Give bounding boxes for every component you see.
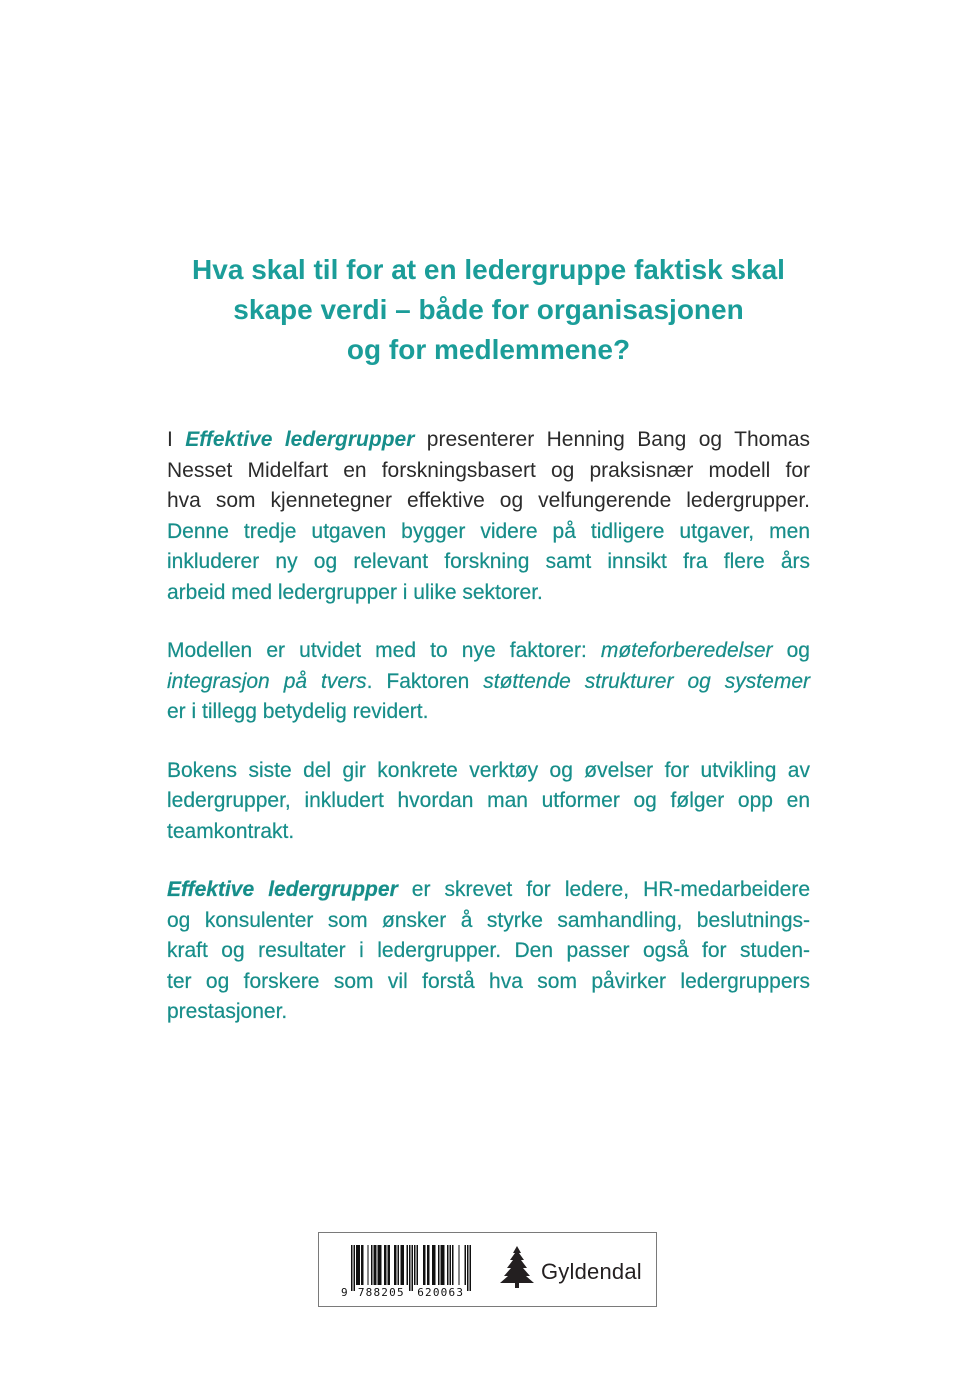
blurb-line: kraft og resultater i ledergrupper. Den passer også for studen- [167, 939, 810, 962]
blurb-paragraph-intro [167, 425, 810, 608]
barcode-bars [351, 1245, 471, 1291]
barcode-bar [432, 1245, 436, 1285]
heading-line: og for medlemmene? [346, 334, 631, 365]
barcode-bar [414, 1245, 415, 1285]
book-title-emphasis: Effektive ledergrupper [167, 878, 398, 901]
barcode-bar [447, 1245, 448, 1285]
barcode-bar [388, 1245, 391, 1285]
blurb-text: og [772, 639, 810, 662]
blurb-paragraph-audience [167, 875, 810, 1028]
blurb-text: Modellen er utvidet med to nye faktorer: [167, 639, 601, 662]
blurb-line: arbeid med ledergrupper i ulike sektorer. [167, 580, 543, 604]
barcode-guard-bar [354, 1245, 355, 1291]
barcode-bar [367, 1245, 368, 1285]
blurb-paragraph-model [167, 636, 810, 728]
barcode-bar [371, 1245, 372, 1285]
blurb-line: Nesset Midelfart en forskningsbasert og praksisnær modell for [167, 458, 810, 482]
blurb-line [167, 425, 810, 456]
blurb-line [167, 636, 810, 667]
blurb-line: ledergrupper, inkludert hvordan man utformer og følger opp en [167, 789, 810, 812]
barcode-bar [438, 1245, 439, 1285]
blurb-text: . Faktoren [366, 669, 484, 693]
blurb-line: prestasjoner. [167, 1000, 288, 1023]
blurb-line [167, 875, 810, 906]
barcode-bar [398, 1245, 399, 1285]
blurb-line: Bokens siste del gir konkrete verktøy og øvelser for utvikling av [167, 758, 810, 782]
blurb [167, 425, 810, 1056]
blurb-paragraph-tools [167, 756, 810, 848]
factor-emphasis: støttende strukturer og systemer [483, 669, 810, 693]
blurb-line: ter og forskere som vil forstå hva som påvirker ledergruppers [167, 969, 810, 993]
blurb-line [167, 667, 810, 698]
blurb-line: hva som kjennetegner effektive og velfungerende ledergrupper. [167, 489, 810, 512]
barcode-bar [374, 1245, 377, 1285]
barcode-bar [400, 1245, 404, 1285]
book-title-emphasis: Effektive ledergrupper [185, 428, 415, 451]
blurb-line: er i tillegg betydelig revidert. [167, 700, 429, 723]
factor-emphasis: integrasjon på tvers [167, 669, 367, 693]
barcode-bar [356, 1245, 360, 1285]
blurb-line: og konsulenter som ønsker å styrke samhandling, beslutnings- [167, 908, 810, 932]
barcode-bar [378, 1245, 382, 1285]
blurb-text: presenterer Henning Bang og Thomas [414, 428, 810, 451]
barcode-bar [441, 1245, 445, 1285]
barcode-bar [361, 1245, 364, 1285]
barcode-bar [423, 1245, 426, 1285]
imprint-box [318, 1232, 657, 1307]
blurb-line: inkluderer ny og relevant forskning samt innsikt fra flere års [167, 550, 810, 573]
barcode-first-digit: 9 [341, 1286, 348, 1299]
heading-line: skape verdi – både for organisasjonen [233, 294, 744, 325]
barcode-bar [407, 1245, 408, 1285]
factor-emphasis: møteforberedelser [600, 639, 773, 662]
barcode-bar [427, 1245, 430, 1285]
blurb-line: Denne tredje utgaven bygger videre på tidligere utgaver, men [167, 519, 810, 543]
isbn-barcode [341, 1245, 481, 1301]
heading-line: Hva skal til for at en ledergruppe faktisk skal [192, 254, 785, 285]
barcode-bar [465, 1245, 466, 1285]
publisher-logo-name: Gyldendal [541, 1259, 642, 1284]
blurb-text: I [167, 428, 186, 451]
barcode-bar [384, 1245, 387, 1285]
barcode-bar [417, 1245, 418, 1285]
barcode-guard-bar [412, 1245, 413, 1291]
blurb-line: teamkontrakt. [167, 819, 295, 843]
barcode-right-digits: 620063 [417, 1286, 465, 1299]
barcode-bar [458, 1245, 459, 1285]
barcode-guard-bar [351, 1245, 352, 1291]
barcode-guard-bar [470, 1245, 471, 1291]
back-cover-heading [167, 250, 810, 370]
barcode-guard-bar [467, 1245, 468, 1291]
barcode-bar [450, 1245, 451, 1285]
blurb-text: er skrevet for ledere, HR-medarbeidere [397, 878, 810, 901]
barcode-bar [452, 1245, 453, 1285]
spruce-tree-icon [499, 1246, 535, 1288]
barcode-left-digits: 788205 [357, 1286, 405, 1299]
barcode-guard-bar [409, 1245, 410, 1291]
barcode-bar [394, 1245, 397, 1285]
